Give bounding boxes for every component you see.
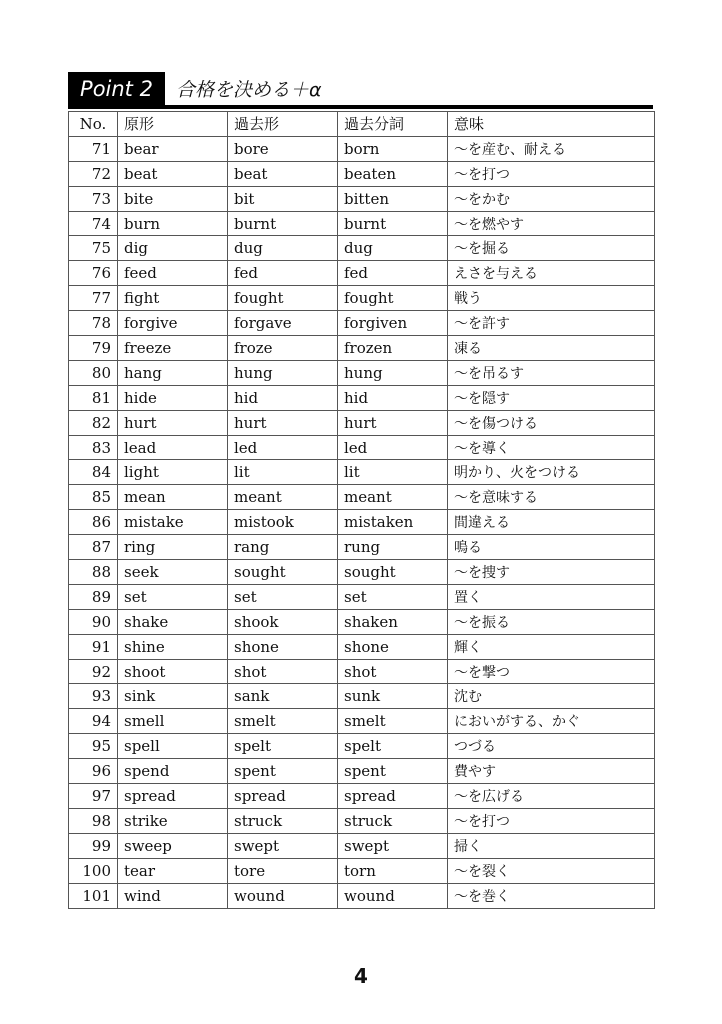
cell-base-form: light <box>118 460 228 485</box>
cell-no: 87 <box>69 535 118 560</box>
cell-meaning: ～を裂く <box>448 858 655 883</box>
cell-no: 84 <box>69 460 118 485</box>
cell-base-form: mistake <box>118 510 228 535</box>
cell-past: spelt <box>228 734 338 759</box>
cell-past-participle: fed <box>338 261 448 286</box>
irregular-verbs-table <box>68 111 655 909</box>
cell-no: 71 <box>69 136 118 161</box>
table-row <box>69 584 655 609</box>
cell-past: swept <box>228 833 338 858</box>
cell-meaning: ～を隠す <box>448 385 655 410</box>
cell-meaning: ～を打つ <box>448 808 655 833</box>
cell-no: 91 <box>69 634 118 659</box>
cell-past: spent <box>228 759 338 784</box>
cell-past-participle: sought <box>338 560 448 585</box>
cell-base-form: bear <box>118 136 228 161</box>
cell-no: 79 <box>69 336 118 361</box>
cell-meaning: 鳴る <box>448 535 655 560</box>
cell-no: 98 <box>69 808 118 833</box>
cell-past-participle: forgiven <box>338 311 448 336</box>
table-row <box>69 609 655 634</box>
col-header-past: 過去形 <box>228 112 338 137</box>
cell-base-form: shine <box>118 634 228 659</box>
cell-base-form: spend <box>118 759 228 784</box>
cell-no: 77 <box>69 286 118 311</box>
cell-past: led <box>228 435 338 460</box>
cell-past: sank <box>228 684 338 709</box>
cell-past-participle: shaken <box>338 609 448 634</box>
cell-past-participle: shone <box>338 634 448 659</box>
cell-meaning: においがする、かぐ <box>448 709 655 734</box>
table-row <box>69 510 655 535</box>
table-row <box>69 709 655 734</box>
cell-base-form: spell <box>118 734 228 759</box>
cell-past: forgave <box>228 311 338 336</box>
cell-past: fought <box>228 286 338 311</box>
cell-meaning: ～を振る <box>448 609 655 634</box>
cell-past: tore <box>228 858 338 883</box>
cell-meaning: ～を巻く <box>448 883 655 908</box>
cell-past: hurt <box>228 410 338 435</box>
cell-meaning: ～を吊るす <box>448 360 655 385</box>
cell-base-form: mean <box>118 485 228 510</box>
cell-meaning: ～を捜す <box>448 560 655 585</box>
table-row <box>69 734 655 759</box>
cell-no: 97 <box>69 784 118 809</box>
cell-past-participle: rung <box>338 535 448 560</box>
table-header-row <box>69 112 655 137</box>
cell-base-form: hurt <box>118 410 228 435</box>
cell-meaning: ～を傷つける <box>448 410 655 435</box>
cell-past-participle: struck <box>338 808 448 833</box>
table-row <box>69 261 655 286</box>
cell-base-form: set <box>118 584 228 609</box>
cell-past-participle: born <box>338 136 448 161</box>
col-header-base: 原形 <box>118 112 228 137</box>
cell-meaning: つづる <box>448 734 655 759</box>
table-row <box>69 858 655 883</box>
table-row <box>69 808 655 833</box>
cell-no: 99 <box>69 833 118 858</box>
cell-base-form: hang <box>118 360 228 385</box>
table-row <box>69 336 655 361</box>
cell-no: 83 <box>69 435 118 460</box>
table-row <box>69 161 655 186</box>
cell-past: lit <box>228 460 338 485</box>
cell-no: 95 <box>69 734 118 759</box>
cell-base-form: shoot <box>118 659 228 684</box>
cell-base-form: strike <box>118 808 228 833</box>
cell-past-participle: spread <box>338 784 448 809</box>
cell-past: burnt <box>228 211 338 236</box>
cell-past-participle: spent <box>338 759 448 784</box>
cell-past-participle: hung <box>338 360 448 385</box>
cell-past: bore <box>228 136 338 161</box>
cell-no: 80 <box>69 360 118 385</box>
cell-no: 73 <box>69 186 118 211</box>
cell-past: froze <box>228 336 338 361</box>
cell-meaning: 掃く <box>448 833 655 858</box>
cell-base-form: hide <box>118 385 228 410</box>
cell-base-form: sink <box>118 684 228 709</box>
cell-no: 96 <box>69 759 118 784</box>
cell-no: 82 <box>69 410 118 435</box>
cell-past-participle: burnt <box>338 211 448 236</box>
cell-past-participle: hurt <box>338 410 448 435</box>
cell-base-form: wind <box>118 883 228 908</box>
cell-meaning: 凍る <box>448 336 655 361</box>
cell-meaning: 沈む <box>448 684 655 709</box>
cell-past-participle: smelt <box>338 709 448 734</box>
table-row <box>69 211 655 236</box>
table-row <box>69 833 655 858</box>
table-row <box>69 684 655 709</box>
cell-meaning: 戦う <box>448 286 655 311</box>
cell-meaning: ～をかむ <box>448 186 655 211</box>
cell-no: 88 <box>69 560 118 585</box>
cell-base-form: burn <box>118 211 228 236</box>
cell-past: set <box>228 584 338 609</box>
cell-past: smelt <box>228 709 338 734</box>
table-row <box>69 634 655 659</box>
cell-no: 100 <box>69 858 118 883</box>
cell-past: struck <box>228 808 338 833</box>
header-rule <box>68 105 653 109</box>
cell-past: beat <box>228 161 338 186</box>
cell-base-form: bite <box>118 186 228 211</box>
cell-past: shot <box>228 659 338 684</box>
cell-past: bit <box>228 186 338 211</box>
cell-past-participle: spelt <box>338 734 448 759</box>
table-row <box>69 560 655 585</box>
cell-base-form: shake <box>118 609 228 634</box>
cell-no: 76 <box>69 261 118 286</box>
cell-past-participle: torn <box>338 858 448 883</box>
cell-past-participle: bitten <box>338 186 448 211</box>
cell-meaning: 間違える <box>448 510 655 535</box>
cell-past: hung <box>228 360 338 385</box>
col-header-past-participle: 過去分詞 <box>338 112 448 137</box>
cell-past-participle: beaten <box>338 161 448 186</box>
cell-meaning: 置く <box>448 584 655 609</box>
col-header-no: No. <box>69 112 118 137</box>
cell-past-participle: set <box>338 584 448 609</box>
cell-no: 94 <box>69 709 118 734</box>
cell-meaning: ～を許す <box>448 311 655 336</box>
page-number: 4 <box>354 964 368 988</box>
table-row <box>69 485 655 510</box>
cell-base-form: beat <box>118 161 228 186</box>
cell-no: 78 <box>69 311 118 336</box>
section-title: 合格を決める＋α <box>176 79 322 101</box>
table-row <box>69 535 655 560</box>
cell-no: 101 <box>69 883 118 908</box>
table-row <box>69 759 655 784</box>
cell-meaning: えさを与える <box>448 261 655 286</box>
table-row <box>69 286 655 311</box>
cell-past: sought <box>228 560 338 585</box>
cell-past-participle: dug <box>338 236 448 261</box>
cell-meaning: ～を撃つ <box>448 659 655 684</box>
cell-meaning: ～を打つ <box>448 161 655 186</box>
cell-past-participle: fought <box>338 286 448 311</box>
cell-no: 93 <box>69 684 118 709</box>
table-row <box>69 385 655 410</box>
cell-past-participle: wound <box>338 883 448 908</box>
table-row <box>69 136 655 161</box>
cell-meaning: ～を掘る <box>448 236 655 261</box>
cell-meaning: ～を燃やす <box>448 211 655 236</box>
section-header <box>68 72 653 108</box>
cell-past: dug <box>228 236 338 261</box>
cell-past: shook <box>228 609 338 634</box>
cell-base-form: sweep <box>118 833 228 858</box>
cell-no: 74 <box>69 211 118 236</box>
cell-past: shone <box>228 634 338 659</box>
cell-meaning: ～を広げる <box>448 784 655 809</box>
table-row <box>69 784 655 809</box>
cell-past-participle: lit <box>338 460 448 485</box>
table-row <box>69 360 655 385</box>
cell-no: 89 <box>69 584 118 609</box>
table-row <box>69 435 655 460</box>
cell-base-form: dig <box>118 236 228 261</box>
cell-past-participle: mistaken <box>338 510 448 535</box>
table-row <box>69 410 655 435</box>
table-row <box>69 883 655 908</box>
cell-base-form: spread <box>118 784 228 809</box>
cell-no: 72 <box>69 161 118 186</box>
cell-no: 81 <box>69 385 118 410</box>
table-row <box>69 659 655 684</box>
cell-meaning: 費やす <box>448 759 655 784</box>
table-row <box>69 236 655 261</box>
point-badge: Point 2 <box>68 72 165 106</box>
cell-past-participle: swept <box>338 833 448 858</box>
cell-past: spread <box>228 784 338 809</box>
cell-no: 75 <box>69 236 118 261</box>
cell-past-participle: led <box>338 435 448 460</box>
cell-meaning: 輝く <box>448 634 655 659</box>
cell-past: fed <box>228 261 338 286</box>
cell-past: meant <box>228 485 338 510</box>
cell-no: 90 <box>69 609 118 634</box>
cell-meaning: 明かり、火をつける <box>448 460 655 485</box>
cell-past: mistook <box>228 510 338 535</box>
cell-base-form: smell <box>118 709 228 734</box>
cell-base-form: freeze <box>118 336 228 361</box>
cell-meaning: ～を意味する <box>448 485 655 510</box>
cell-meaning: ～を産む、耐える <box>448 136 655 161</box>
cell-past-participle: sunk <box>338 684 448 709</box>
cell-base-form: tear <box>118 858 228 883</box>
cell-base-form: feed <box>118 261 228 286</box>
cell-past-participle: shot <box>338 659 448 684</box>
table-row <box>69 460 655 485</box>
cell-base-form: lead <box>118 435 228 460</box>
cell-no: 85 <box>69 485 118 510</box>
cell-no: 86 <box>69 510 118 535</box>
cell-past: hid <box>228 385 338 410</box>
cell-past: wound <box>228 883 338 908</box>
cell-base-form: seek <box>118 560 228 585</box>
cell-meaning: ～を導く <box>448 435 655 460</box>
table-row <box>69 311 655 336</box>
cell-base-form: ring <box>118 535 228 560</box>
cell-past-participle: hid <box>338 385 448 410</box>
table-row <box>69 186 655 211</box>
cell-base-form: fight <box>118 286 228 311</box>
cell-past-participle: frozen <box>338 336 448 361</box>
cell-past: rang <box>228 535 338 560</box>
col-header-meaning: 意味 <box>448 112 655 137</box>
cell-no: 92 <box>69 659 118 684</box>
cell-past-participle: meant <box>338 485 448 510</box>
cell-base-form: forgive <box>118 311 228 336</box>
